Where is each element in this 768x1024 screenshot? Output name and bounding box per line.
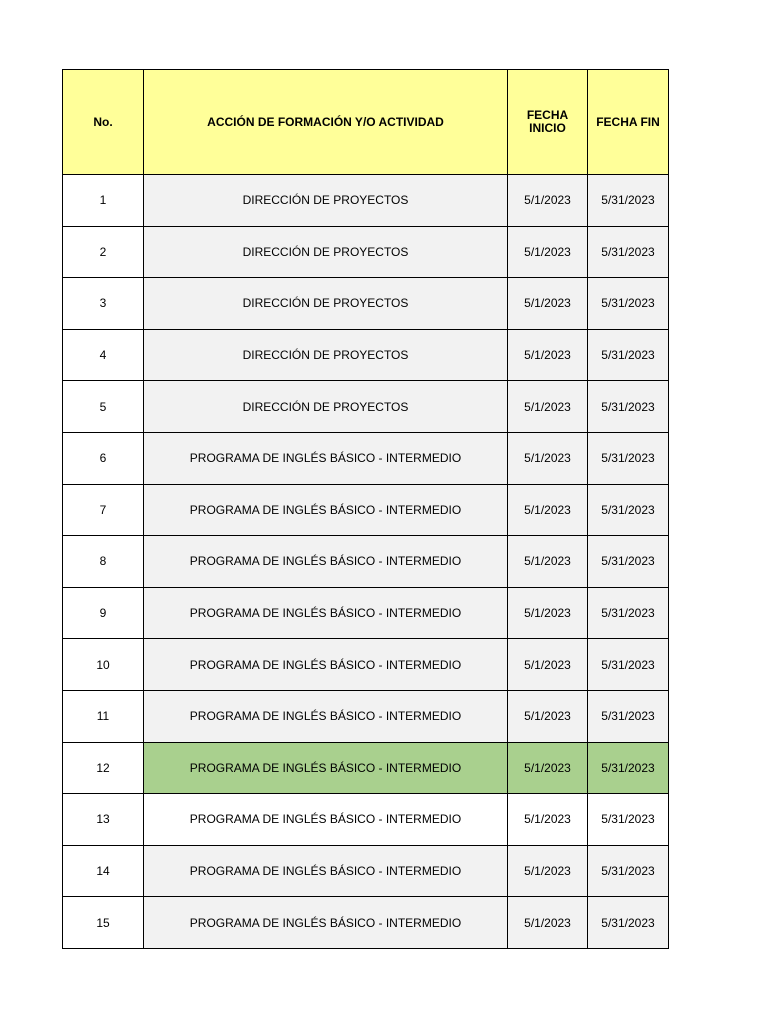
table-row bbox=[63, 432, 669, 484]
cell-no: 2 bbox=[63, 226, 144, 278]
cell-accion: PROGRAMA DE INGLÉS BÁSICO - INTERMEDIO bbox=[144, 484, 508, 536]
cell-fecha-inicio: 5/1/2023 bbox=[508, 536, 588, 588]
cell-fecha-fin: 5/31/2023 bbox=[588, 226, 669, 278]
table-row bbox=[63, 536, 669, 588]
cell-accion: PROGRAMA DE INGLÉS BÁSICO - INTERMEDIO bbox=[144, 432, 508, 484]
header-fecha-fin: FECHA FIN bbox=[588, 70, 669, 175]
cell-no: 12 bbox=[63, 742, 144, 794]
cell-accion: DIRECCIÓN DE PROYECTOS bbox=[144, 381, 508, 433]
cell-accion: DIRECCIÓN DE PROYECTOS bbox=[144, 278, 508, 330]
cell-fecha-inicio: 5/1/2023 bbox=[508, 432, 588, 484]
cell-fecha-inicio: 5/1/2023 bbox=[508, 794, 588, 846]
cell-no: 14 bbox=[63, 845, 144, 897]
cell-accion: PROGRAMA DE INGLÉS BÁSICO - INTERMEDIO bbox=[144, 690, 508, 742]
cell-fecha-fin: 5/31/2023 bbox=[588, 536, 669, 588]
cell-no: 5 bbox=[63, 381, 144, 433]
cell-fecha-inicio: 5/1/2023 bbox=[508, 278, 588, 330]
table-row bbox=[63, 690, 669, 742]
table-row bbox=[63, 845, 669, 897]
header-no: No. bbox=[63, 70, 144, 175]
table-row bbox=[63, 278, 669, 330]
cell-no: 8 bbox=[63, 536, 144, 588]
cell-accion: PROGRAMA DE INGLÉS BÁSICO - INTERMEDIO bbox=[144, 587, 508, 639]
cell-fecha-inicio: 5/1/2023 bbox=[508, 226, 588, 278]
cell-fecha-fin: 5/31/2023 bbox=[588, 794, 669, 846]
table-row bbox=[63, 639, 669, 691]
cell-accion: DIRECCIÓN DE PROYECTOS bbox=[144, 329, 508, 381]
header-fecha-inicio: FECHA INICIO bbox=[508, 70, 588, 175]
cell-accion: PROGRAMA DE INGLÉS BÁSICO - INTERMEDIO bbox=[144, 639, 508, 691]
cell-fecha-fin: 5/31/2023 bbox=[588, 742, 669, 794]
table-row bbox=[63, 897, 669, 949]
cell-fecha-fin: 5/31/2023 bbox=[588, 432, 669, 484]
cell-fecha-inicio: 5/1/2023 bbox=[508, 381, 588, 433]
cell-fecha-fin: 5/31/2023 bbox=[588, 381, 669, 433]
table-row bbox=[63, 484, 669, 536]
table-row bbox=[63, 175, 669, 227]
cell-fecha-fin: 5/31/2023 bbox=[588, 639, 669, 691]
training-activities-table bbox=[62, 69, 669, 949]
cell-fecha-inicio: 5/1/2023 bbox=[508, 329, 588, 381]
cell-fecha-inicio: 5/1/2023 bbox=[508, 175, 588, 227]
cell-accion: PROGRAMA DE INGLÉS BÁSICO - INTERMEDIO bbox=[144, 897, 508, 949]
cell-no: 11 bbox=[63, 690, 144, 742]
cell-no: 13 bbox=[63, 794, 144, 846]
cell-no: 6 bbox=[63, 432, 144, 484]
cell-fecha-fin: 5/31/2023 bbox=[588, 329, 669, 381]
cell-no: 1 bbox=[63, 175, 144, 227]
cell-fecha-fin: 5/31/2023 bbox=[588, 845, 669, 897]
cell-accion: PROGRAMA DE INGLÉS BÁSICO - INTERMEDIO bbox=[144, 536, 508, 588]
cell-fecha-inicio: 5/1/2023 bbox=[508, 690, 588, 742]
cell-no: 10 bbox=[63, 639, 144, 691]
cell-fecha-inicio: 5/1/2023 bbox=[508, 845, 588, 897]
cell-fecha-fin: 5/31/2023 bbox=[588, 484, 669, 536]
cell-fecha-fin: 5/31/2023 bbox=[588, 587, 669, 639]
cell-accion: DIRECCIÓN DE PROYECTOS bbox=[144, 226, 508, 278]
header-row bbox=[63, 70, 669, 175]
cell-fecha-fin: 5/31/2023 bbox=[588, 690, 669, 742]
cell-fecha-inicio: 5/1/2023 bbox=[508, 587, 588, 639]
cell-fecha-inicio: 5/1/2023 bbox=[508, 742, 588, 794]
header-accion: ACCIÓN DE FORMACIÓN Y/O ACTIVIDAD bbox=[144, 70, 508, 175]
cell-fecha-inicio: 5/1/2023 bbox=[508, 639, 588, 691]
cell-accion: PROGRAMA DE INGLÉS BÁSICO - INTERMEDIO bbox=[144, 742, 508, 794]
table-row bbox=[63, 794, 669, 846]
table-row bbox=[63, 381, 669, 433]
cell-fecha-fin: 5/31/2023 bbox=[588, 175, 669, 227]
cell-accion: PROGRAMA DE INGLÉS BÁSICO - INTERMEDIO bbox=[144, 845, 508, 897]
table-row bbox=[63, 329, 669, 381]
table-row bbox=[63, 226, 669, 278]
cell-no: 4 bbox=[63, 329, 144, 381]
cell-no: 7 bbox=[63, 484, 144, 536]
cell-fecha-fin: 5/31/2023 bbox=[588, 278, 669, 330]
table-row-highlighted bbox=[63, 742, 669, 794]
cell-accion: DIRECCIÓN DE PROYECTOS bbox=[144, 175, 508, 227]
cell-fecha-inicio: 5/1/2023 bbox=[508, 484, 588, 536]
cell-no: 15 bbox=[63, 897, 144, 949]
cell-fecha-inicio: 5/1/2023 bbox=[508, 897, 588, 949]
cell-no: 9 bbox=[63, 587, 144, 639]
table-row bbox=[63, 587, 669, 639]
cell-fecha-fin: 5/31/2023 bbox=[588, 897, 669, 949]
cell-no: 3 bbox=[63, 278, 144, 330]
cell-accion: PROGRAMA DE INGLÉS BÁSICO - INTERMEDIO bbox=[144, 794, 508, 846]
